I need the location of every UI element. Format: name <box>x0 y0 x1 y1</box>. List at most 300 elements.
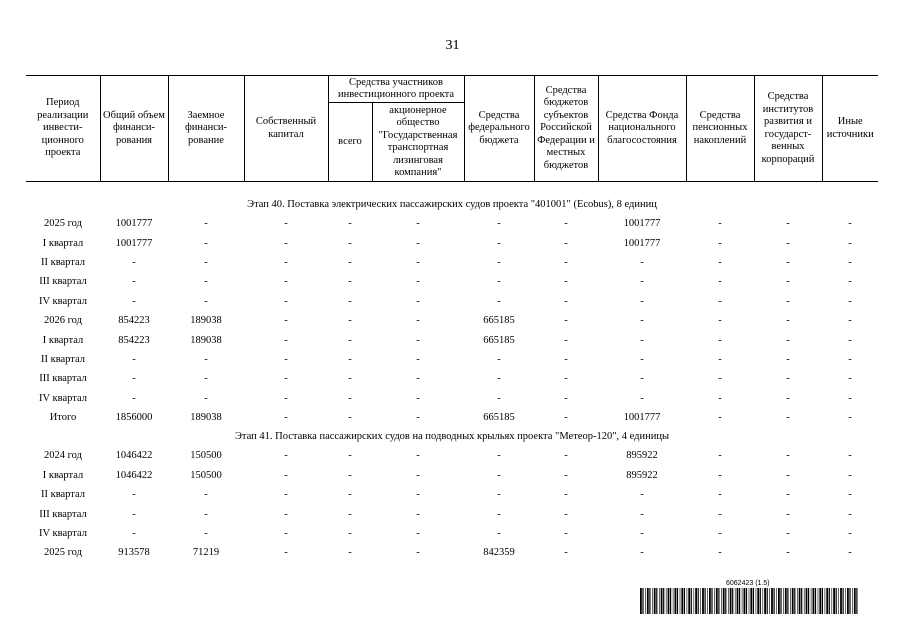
table-cell: - <box>564 528 568 540</box>
barcode-bar <box>725 588 726 614</box>
table-cell: - <box>132 392 136 404</box>
barcode-bar <box>753 588 754 614</box>
table-cell: - <box>348 469 352 481</box>
table-cell: - <box>416 508 420 520</box>
table-row <box>26 330 878 349</box>
table-cell: - <box>564 237 568 249</box>
barcode-bar <box>723 588 725 614</box>
table-cell: - <box>416 547 420 559</box>
table-cell: - <box>848 315 852 327</box>
table-cell: - <box>416 450 420 462</box>
table-row <box>26 408 878 427</box>
table-cell: - <box>284 315 288 327</box>
table-cell: - <box>848 469 852 481</box>
table-cell: - <box>284 237 288 249</box>
stage-40-title: Этап 40. Поставка электрических пассажирских судов проекта "401001" (Ecobus), 8 единиц <box>247 198 657 210</box>
table-cell: - <box>416 469 420 481</box>
header-total: Общий объем финанси-рования <box>100 76 168 182</box>
row-period-label: II квартал <box>40 489 86 501</box>
barcode-bar <box>666 588 667 614</box>
row-period-label: IV квартал <box>39 295 87 307</box>
row-period-label: III квартал <box>39 276 87 288</box>
table-cell: - <box>564 392 568 404</box>
table-cell: 150500 <box>190 450 222 462</box>
table-row <box>26 369 878 388</box>
table-cell: - <box>564 412 568 424</box>
table-row <box>26 466 878 485</box>
barcode-bar <box>840 588 842 614</box>
table-cell: - <box>786 392 790 404</box>
table-cell: - <box>564 218 568 230</box>
row-period-label: Итого <box>49 412 77 424</box>
table-cell: - <box>416 373 420 385</box>
row-period-label: I квартал <box>42 469 84 481</box>
barcode-bar <box>856 588 857 614</box>
table-cell: - <box>204 237 208 249</box>
table-cell: - <box>204 353 208 365</box>
barcode-bar <box>705 588 706 614</box>
table-cell: - <box>786 412 790 424</box>
table-cell: - <box>564 315 568 327</box>
table-cell: - <box>497 295 501 307</box>
barcode-bar <box>645 588 646 614</box>
table-cell: - <box>284 256 288 268</box>
barcode-bar <box>836 588 837 614</box>
table-cell: - <box>718 450 722 462</box>
table-cell: - <box>348 547 352 559</box>
header-institutes: Средства институтов развития и государст-венных корпораций <box>754 76 822 182</box>
table-cell: - <box>348 256 352 268</box>
table-cell: - <box>718 392 722 404</box>
barcode-bar <box>815 588 816 614</box>
table-cell: - <box>416 353 420 365</box>
table-cell: - <box>848 412 852 424</box>
table-cell: - <box>848 508 852 520</box>
row-period-label: IV квартал <box>39 392 87 404</box>
barcode-bar <box>819 588 821 614</box>
table-cell: - <box>564 489 568 501</box>
table-cell: - <box>718 469 722 481</box>
table-cell: 150500 <box>190 469 222 481</box>
table-cell: - <box>786 315 790 327</box>
header-other: Иные источники <box>822 76 878 182</box>
table-row <box>26 504 878 523</box>
table-cell: - <box>786 218 790 230</box>
table-cell: 913578 <box>118 547 150 559</box>
table-cell: - <box>497 469 501 481</box>
table-cell: - <box>564 276 568 288</box>
table-cell: 71219 <box>192 547 220 559</box>
barcode-bar <box>714 588 715 614</box>
table-cell: - <box>284 528 288 540</box>
table-cell: - <box>564 256 568 268</box>
table-cell: - <box>786 528 790 540</box>
barcode-bar <box>744 588 746 614</box>
row-period-label: I квартал <box>42 334 84 346</box>
barcode-bar <box>675 588 677 614</box>
barcode-bar <box>804 588 805 614</box>
barcode-bar <box>728 588 729 614</box>
header-participants-group: Средства участников инвестиционного проекта <box>328 76 464 103</box>
table-cell: - <box>416 276 420 288</box>
barcode-bar <box>640 588 642 614</box>
barcode-bar <box>661 588 663 614</box>
table-cell: - <box>497 353 501 365</box>
barcode-bar <box>825 588 826 614</box>
table-cell: - <box>718 508 722 520</box>
barcode-bar <box>702 588 704 614</box>
table-cell: - <box>497 373 501 385</box>
page-number: 31 <box>445 38 460 53</box>
table-cell: - <box>848 218 852 230</box>
barcode-bar <box>694 588 695 614</box>
barcode-bar <box>663 588 664 614</box>
header-pension: Средства пенсионных накоплений <box>686 76 754 182</box>
table-cell: - <box>348 489 352 501</box>
table-cell: - <box>284 547 288 559</box>
barcode-bar <box>680 588 681 614</box>
table-cell: - <box>284 450 288 462</box>
table-cell: - <box>786 373 790 385</box>
table-cell: - <box>416 295 420 307</box>
barcode-bar <box>792 588 794 614</box>
table-cell: - <box>640 373 644 385</box>
barcode-bar <box>757 588 759 614</box>
table-cell: - <box>564 295 568 307</box>
table-cell: - <box>348 237 352 249</box>
table-cell: - <box>132 295 136 307</box>
table-cell: - <box>848 237 852 249</box>
barcode-bar <box>647 588 649 614</box>
barcode-bar <box>652 588 653 614</box>
table-cell: - <box>564 334 568 346</box>
table-cell: - <box>640 528 644 540</box>
barcode-bar <box>847 588 849 614</box>
table-cell: - <box>640 276 644 288</box>
barcode-bar <box>730 588 732 614</box>
table-cell: 189038 <box>190 412 222 424</box>
barcode-bar <box>852 588 853 614</box>
table-cell: 665185 <box>483 334 515 346</box>
barcode-bar <box>843 588 844 614</box>
header-participants-jsc: акционерное общество "Государственная транспортная лизинговая компания" <box>372 103 464 182</box>
table-cell: - <box>564 547 568 559</box>
row-period-label: II квартал <box>40 353 86 365</box>
table-cell: - <box>718 334 722 346</box>
table-cell: - <box>416 412 420 424</box>
barcode-bar <box>838 588 839 614</box>
stage-41-body <box>26 427 878 562</box>
table-cell: - <box>848 353 852 365</box>
table-cell: - <box>718 373 722 385</box>
header-own-capital: Собственный капитал <box>244 76 328 182</box>
barcode-bar <box>763 588 764 614</box>
table-cell: - <box>848 295 852 307</box>
table-cell: - <box>416 392 420 404</box>
header-period: Период реализации инвести-ционного проекта <box>26 76 100 182</box>
table-cell: - <box>718 276 722 288</box>
barcode-bar <box>811 588 812 614</box>
barcode-bar <box>849 588 850 614</box>
table-cell: - <box>204 373 208 385</box>
table-cell: - <box>564 508 568 520</box>
table-cell: 1046422 <box>115 450 153 462</box>
barcode-bar <box>778 588 780 614</box>
row-period-label: II квартал <box>40 256 86 268</box>
table-cell: - <box>284 508 288 520</box>
barcode-bar <box>670 588 671 614</box>
table-cell: - <box>204 392 208 404</box>
table-cell: - <box>284 392 288 404</box>
barcode-bar <box>735 588 736 614</box>
table-cell: - <box>640 315 644 327</box>
barcode-bar <box>769 588 770 614</box>
table-cell: 854223 <box>118 315 150 327</box>
table-cell: - <box>497 528 501 540</box>
table-cell: - <box>132 353 136 365</box>
table-cell: - <box>497 256 501 268</box>
barcode-bar <box>656 588 657 614</box>
table-cell: - <box>497 450 501 462</box>
table-cell: - <box>848 334 852 346</box>
table-row <box>26 214 878 233</box>
table-cell: - <box>416 528 420 540</box>
barcode-bar <box>845 588 846 614</box>
table-row <box>26 524 878 543</box>
barcode-bar <box>771 588 773 614</box>
table-cell: - <box>348 315 352 327</box>
barcode-bar <box>767 588 768 614</box>
table-cell: - <box>564 450 568 462</box>
barcode-bar <box>780 588 781 614</box>
table-cell: 665185 <box>483 412 515 424</box>
barcode-bar <box>822 588 823 614</box>
table-cell: - <box>786 353 790 365</box>
table-cell: - <box>718 528 722 540</box>
barcode-bar <box>756 588 757 614</box>
table-cell: - <box>848 392 852 404</box>
table-row <box>26 272 878 291</box>
barcode-bar <box>688 588 690 614</box>
table-cell: - <box>204 528 208 540</box>
table-cell: - <box>348 295 352 307</box>
table-row <box>26 446 878 465</box>
table-cell: - <box>718 489 722 501</box>
table-cell: 1001777 <box>623 237 661 249</box>
barcode-bar <box>832 588 833 614</box>
barcode-bar <box>808 588 809 614</box>
table-cell: - <box>640 508 644 520</box>
row-period-label: IV квартал <box>39 528 87 540</box>
table-cell: - <box>416 218 420 230</box>
row-period-label: 2025 год <box>44 547 82 559</box>
table-cell: - <box>132 528 136 540</box>
table-cell: - <box>348 276 352 288</box>
barcode-bar <box>737 588 739 614</box>
header-borrowed: Заемное финанси-рование <box>168 76 244 182</box>
table-cell: - <box>284 469 288 481</box>
table-cell: - <box>204 256 208 268</box>
table-cell: - <box>348 334 352 346</box>
table-cell: - <box>132 276 136 288</box>
barcode-bar <box>695 588 697 614</box>
barcode-bar <box>760 588 761 614</box>
stage-40-body <box>26 182 878 428</box>
header-participants-all: всего <box>328 103 372 182</box>
barcode-bar <box>691 588 692 614</box>
table-cell: - <box>416 315 420 327</box>
document-code: 6062423 (1.5) <box>726 580 770 587</box>
table-cell: - <box>284 218 288 230</box>
table-cell: - <box>348 353 352 365</box>
table-cell: - <box>284 373 288 385</box>
barcode-bar <box>649 588 650 614</box>
table-cell: - <box>348 528 352 540</box>
table-cell: - <box>786 469 790 481</box>
table-cell: - <box>497 237 501 249</box>
table-cell: - <box>786 295 790 307</box>
barcode-bar <box>785 588 787 614</box>
table-cell: - <box>786 334 790 346</box>
table-row <box>26 292 878 311</box>
barcode-bar <box>813 588 815 614</box>
barcode-bar <box>797 588 798 614</box>
table-cell: - <box>848 373 852 385</box>
table-cell: - <box>848 450 852 462</box>
table-cell: - <box>348 412 352 424</box>
table-row <box>26 253 878 272</box>
table-cell: - <box>640 353 644 365</box>
financing-table <box>26 75 878 563</box>
row-period-label: III квартал <box>39 373 87 385</box>
barcode-bar <box>684 588 685 614</box>
table-cell: - <box>718 237 722 249</box>
row-period-label: 2025 год <box>44 218 82 230</box>
row-period-label: III квартал <box>39 508 87 520</box>
table-row <box>26 485 878 504</box>
table-cell: - <box>348 218 352 230</box>
table-cell: - <box>718 218 722 230</box>
barcode-bar <box>659 588 660 614</box>
table-cell: - <box>564 469 568 481</box>
barcode-bar <box>700 588 701 614</box>
table-cell: - <box>132 373 136 385</box>
row-period-label: 2026 год <box>44 315 82 327</box>
table-cell: - <box>786 489 790 501</box>
barcode-bar <box>746 588 747 614</box>
barcode-bar <box>801 588 802 614</box>
table-cell: 1856000 <box>115 412 153 424</box>
barcode-bar <box>774 588 775 614</box>
barcode-bar <box>681 588 683 614</box>
table-cell: 854223 <box>118 334 150 346</box>
table-cell: - <box>786 547 790 559</box>
row-period-label: I квартал <box>42 237 84 249</box>
barcode-bar <box>732 588 733 614</box>
barcode-bar <box>799 588 801 614</box>
table-cell: - <box>848 489 852 501</box>
header-nwf: Средства Фонда национального благосостояния <box>598 76 686 182</box>
barcode-bar <box>673 588 674 614</box>
table-cell: - <box>786 450 790 462</box>
barcode-bar <box>718 588 719 614</box>
table-cell: 1001777 <box>623 412 661 424</box>
table-cell: 1046422 <box>115 469 153 481</box>
table-cell: - <box>204 508 208 520</box>
table-cell: - <box>284 412 288 424</box>
table-cell: - <box>497 276 501 288</box>
table-cell: - <box>786 256 790 268</box>
table-cell: - <box>848 256 852 268</box>
table-cell: - <box>718 353 722 365</box>
table-cell: - <box>640 392 644 404</box>
table-cell: 189038 <box>190 315 222 327</box>
barcode <box>640 588 860 614</box>
table-cell: - <box>204 218 208 230</box>
table-cell: - <box>348 373 352 385</box>
barcode-bar <box>750 588 752 614</box>
table-cell: - <box>848 547 852 559</box>
table-cell: - <box>284 334 288 346</box>
barcode-bar <box>806 588 808 614</box>
header-federal: Средства федерального бюджета <box>464 76 534 182</box>
table-cell: - <box>416 256 420 268</box>
barcode-bar <box>826 588 828 614</box>
table-cell: - <box>786 276 790 288</box>
barcode-bar <box>749 588 750 614</box>
table-cell: - <box>132 256 136 268</box>
table-cell: - <box>718 412 722 424</box>
table-cell: - <box>204 489 208 501</box>
table-row <box>26 543 878 562</box>
barcode-bar <box>711 588 712 614</box>
table-cell: - <box>284 276 288 288</box>
barcode-bar <box>794 588 795 614</box>
table-cell: - <box>640 295 644 307</box>
table-cell: 1001777 <box>115 237 153 249</box>
table-cell: - <box>640 489 644 501</box>
barcode-bar <box>739 588 740 614</box>
barcode-bar <box>677 588 678 614</box>
table-cell: - <box>132 508 136 520</box>
barcode-bar <box>707 588 708 614</box>
table-cell: - <box>348 450 352 462</box>
barcode-bar <box>787 588 788 614</box>
table-cell: - <box>284 353 288 365</box>
barcode-bar <box>764 588 766 614</box>
table-cell: 895922 <box>626 450 658 462</box>
barcode-bar <box>654 588 656 614</box>
table-cell: - <box>718 295 722 307</box>
table-cell: - <box>497 218 501 230</box>
barcode-bar <box>833 588 835 614</box>
table-row <box>26 389 878 408</box>
table-cell: 1001777 <box>115 218 153 230</box>
table-cell: - <box>640 256 644 268</box>
barcode-bar <box>742 588 743 614</box>
barcode-bar <box>668 588 670 614</box>
table-cell: - <box>204 276 208 288</box>
barcode-bar <box>854 588 856 614</box>
table-cell: - <box>718 547 722 559</box>
header-regional: Средства бюджетов субъектов Российской Федерации и местных бюджетов <box>534 76 598 182</box>
stage-41-title: Этап 41. Поставка пассажирских судов на подводных крыльях проекта "Метеор-120", 4 единицы <box>234 431 670 443</box>
barcode-bar <box>776 588 777 614</box>
table-cell: - <box>284 295 288 307</box>
table-cell: - <box>848 528 852 540</box>
table-cell: - <box>348 508 352 520</box>
barcode-bar <box>829 588 830 614</box>
